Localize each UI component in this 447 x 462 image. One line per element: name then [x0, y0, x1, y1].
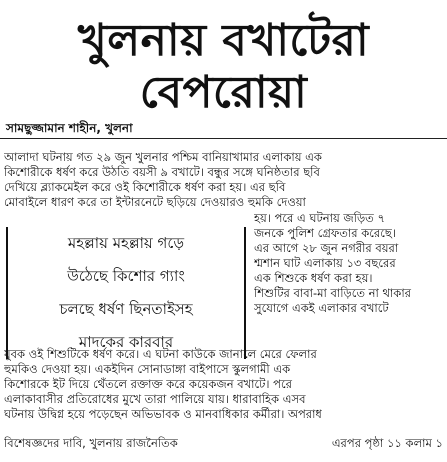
- article-line: কিশোরকে ইট দিয়ে থেঁতলে রক্তাক্ত করে কয়েকজন বখাটে। পরে: [4, 377, 292, 391]
- article-line: হয়। পরে এ ঘটনায় জড়িত ৭: [254, 211, 385, 225]
- article-line: এক শিশুকে ধর্ষণ করা হয়।: [254, 271, 373, 285]
- article-line: এলাকাবাসীর প্রতিরোধের মুখে তারা পালিয়ে যায়। ধারাবাহিক এসব: [4, 392, 306, 406]
- pull-quote-line: মাদকের কারবার: [78, 333, 174, 351]
- pull-quote-line: চলছে ধর্ষণ ছিনতাইসহ: [59, 300, 193, 318]
- headline-line-1: খুলনায় বখাটেরা: [77, 15, 370, 66]
- continuation-jump: এরপর পৃষ্ঠা ১১ কলাম ১: [331, 436, 443, 450]
- article-line: ঘটনায় উদ্বিগ্ন হয়ে পড়েছেন অভিভাবক ও মানবাধিকার কর্মীরা। অপরাধ: [4, 407, 322, 421]
- byline-divider: [0, 138, 447, 139]
- byline: সামছুজ্জামান শাহীন, খুলনা: [6, 121, 133, 135]
- article-line: বিশেষজ্ঞদের দাবি, খুলনায় রাজনৈতিক: [4, 436, 178, 450]
- article-line: শ্মশান ঘাট এলাকায় ১৩ বছরের: [254, 256, 396, 270]
- article-line: আলাদা ঘটনায় গত ২৯ জুন খুলনার পশ্চিম বানিয়াখামার এলাকায় এক: [4, 150, 322, 164]
- pull-quote-line: মহল্লায় মহল্লায় গড়ে: [67, 234, 185, 252]
- article-line: হুমকিও দেওয়া হয়। একইদিন সোনাডাঙ্গা বাইপাসে স্কুলগামী এক: [4, 362, 291, 376]
- headline-line-2: বেপরোয়া: [139, 67, 308, 118]
- pull-quote-line: উঠেছে কিশোর গ্যাং: [67, 267, 185, 285]
- article-line: সুযোগে একই এলাকার বখাটে: [254, 301, 389, 315]
- article-line: যুবক ওই শিশুটিকে ধর্ষণ করে। এ ঘটনা কাউকে জানালে মেরে ফেলার: [4, 347, 317, 361]
- article-line: জনকে পুলিশ গ্রেফতার করেছে।: [254, 226, 396, 240]
- article-line: কিশোরীকে ধর্ষণ করে উঠতি বয়সী ৯ বখাটে। বন্ধুর সঙ্গে ঘনিষ্ঠতার ছবি: [4, 165, 320, 179]
- article-line: দেখিয়ে ব্ল্যাকমেইল করে ওই কিশোরীকে ধর্ষণ করা হয়। এর ছবি: [4, 180, 286, 194]
- pull-quote: [6, 227, 246, 359]
- article-line: শিশুটির বাবা-মা বাড়িতে না থাকার: [254, 286, 412, 300]
- article-line: এর আগে ২৮ জুন নগরীর বয়রা: [254, 241, 399, 255]
- article-line: মোবাইলে ধারণ করে তা ইন্টারনেটে ছড়িয়ে দেওয়ারও হুমকি দেওয়া: [4, 195, 306, 209]
